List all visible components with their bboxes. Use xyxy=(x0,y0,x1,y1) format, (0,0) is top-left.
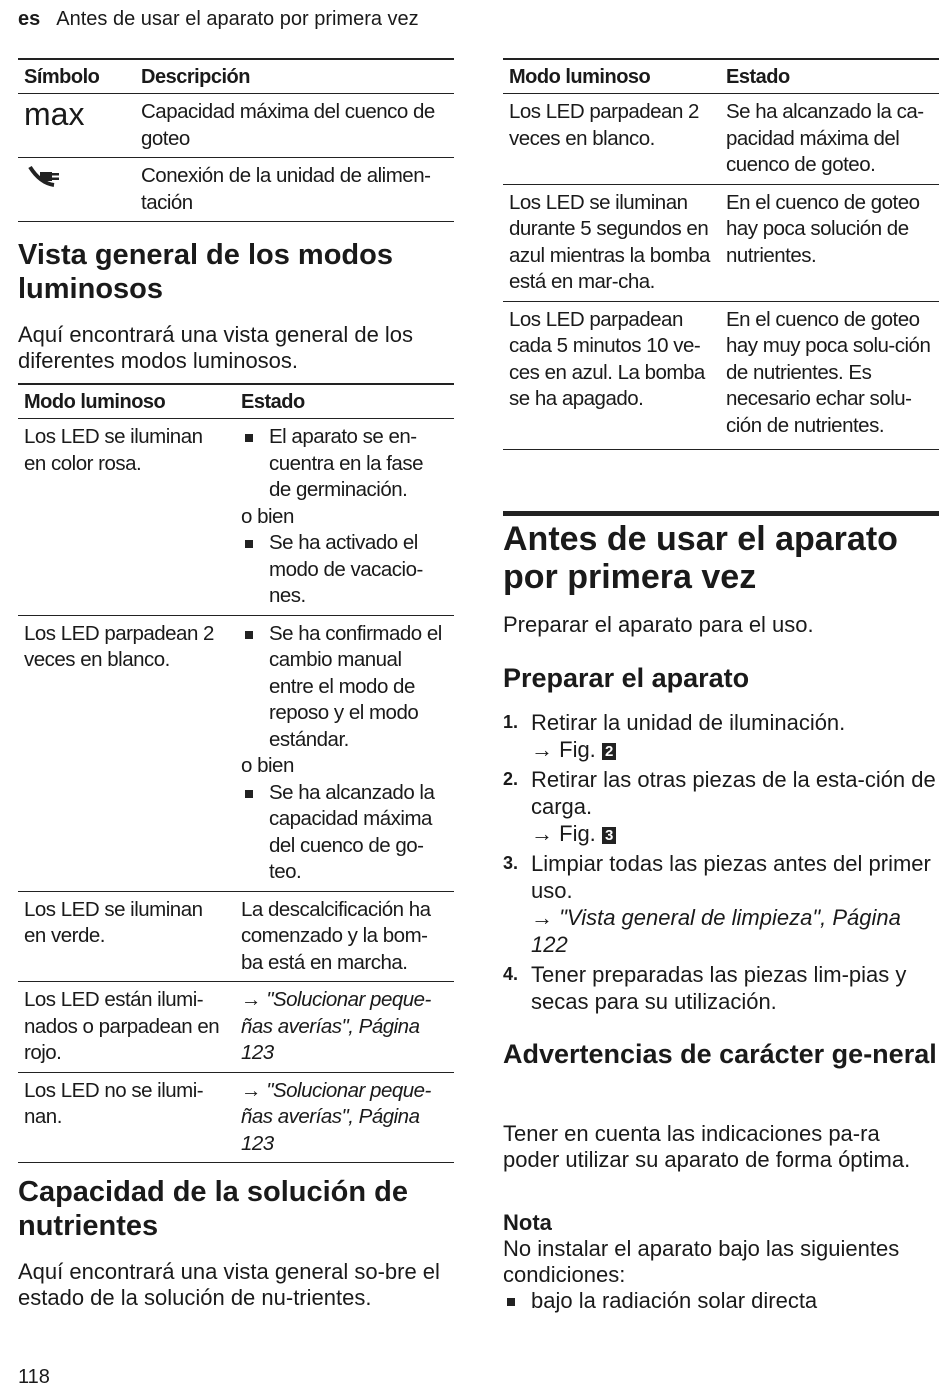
table-row xyxy=(18,158,454,222)
max-symbol: max xyxy=(18,94,135,158)
list-item: El aparato se en-cuentra en la fase de germinación. xyxy=(241,424,448,504)
list-item: Se ha alcanzado la capacidad máxima del cuenco de go-teo. xyxy=(241,780,448,886)
table-row xyxy=(18,615,454,891)
mode-column-header: Modo luminoso xyxy=(503,59,720,94)
before-use-heading: Antes de usar el aparato por primera vez xyxy=(503,520,898,596)
list-item xyxy=(503,961,939,1015)
table-row xyxy=(18,982,454,1073)
before-use-intro: Preparar el aparato para el uso. xyxy=(503,612,814,637)
figure-number-badge: 2 xyxy=(602,743,616,760)
light-mode-cell: Los LED se iluminan en color rosa. xyxy=(18,419,235,616)
table-row xyxy=(503,301,939,450)
table-row xyxy=(18,1072,454,1163)
symbol-column-header: Símbolo xyxy=(18,59,135,94)
arrow-right-icon: → xyxy=(531,737,553,762)
power-plug-icon xyxy=(18,158,135,222)
light-modes-table xyxy=(18,383,454,1163)
figure-number-badge: 3 xyxy=(602,827,616,844)
or-label: o bien xyxy=(241,504,294,528)
note-bullets xyxy=(503,1288,939,1314)
prepare-steps xyxy=(503,709,939,1018)
light-modes-intro: Aquí encontrará una vista general de los diferentes modos luminosos. xyxy=(18,322,414,373)
arrow-right-icon: → xyxy=(531,821,553,846)
description-column-header: Descripción xyxy=(135,59,454,94)
section-divider xyxy=(503,511,939,516)
table-row xyxy=(503,184,939,301)
header-title: Antes de usar el aparato por primera vez xyxy=(56,8,419,30)
step-text: Tener preparadas las piezas lim-pias y secas para su utilización. xyxy=(531,962,907,1014)
page-header xyxy=(18,8,419,31)
step-text: Limpiar todas las piezas antes del primer uso. xyxy=(531,851,931,903)
warnings-intro: Tener en cuenta las indicaciones pa-ra poder utilizar su aparato de forma óptima. xyxy=(503,1121,911,1172)
nutrients-heading: Capacidad de la solución de nutrientes xyxy=(18,1176,408,1242)
state-cell xyxy=(235,419,454,616)
symbol-description: Conexión de la unidad de alimen-tación xyxy=(135,158,454,222)
cross-reference-link[interactable]: "Vista general de limpieza", Página 122 xyxy=(531,905,901,957)
page-number: 118 xyxy=(18,1366,50,1388)
list-item xyxy=(503,850,939,958)
or-label: o bien xyxy=(241,754,294,777)
arrow-right-icon: → xyxy=(531,905,553,930)
light-mode-cell: Los LED parpadean 2 veces en blanco. xyxy=(18,615,235,891)
state-cell: Se ha alcanzado la ca-pacidad máxima del cuenco de goteo. xyxy=(720,94,939,185)
cross-reference-link[interactable]: "Solucionar peque-ñas averías", Página 123 xyxy=(241,988,431,1064)
light-mode-cell: Los LED parpadean cada 5 minutos 10 ve-ces en azul. La bomba se ha apagado. xyxy=(503,301,720,450)
table-row xyxy=(503,94,939,185)
step-number: 4. xyxy=(503,964,519,984)
table-row xyxy=(18,419,454,616)
list-item: Se ha activado el modo de vacacio-nes. xyxy=(241,530,448,610)
note-text: No instalar el aparato bajo las siguientes condiciones: xyxy=(503,1236,900,1287)
cross-reference-link[interactable]: "Solucionar peque-ñas averías", Página 123 xyxy=(241,1078,431,1155)
table-row xyxy=(18,94,454,158)
state-column-header: Estado xyxy=(235,384,454,419)
table-row xyxy=(18,891,454,982)
light-mode-cell: Los LED parpadean 2 veces en blanco. xyxy=(503,94,720,185)
light-mode-cell: Los LED se iluminan en verde. xyxy=(18,891,235,982)
state-column-header: Estado xyxy=(720,59,939,94)
state-cell: La descalcificación ha comenzado y la bom-ba está en marcha. xyxy=(235,891,454,982)
state-cell xyxy=(235,615,454,891)
nutrients-table xyxy=(503,58,939,450)
light-mode-cell: Los LED están ilumi-nados o parpadean en rojo. xyxy=(18,982,235,1073)
symbol-description: Capacidad máxima del cuenco de goteo xyxy=(135,94,454,158)
mode-column-header: Modo luminoso xyxy=(18,384,235,419)
step-number: 3. xyxy=(503,853,519,873)
list-item: Se ha confirmado el cambio manual entre el modo de reposo y el modo estándar. xyxy=(241,621,448,754)
state-cell: En el cuenco de goteo hay muy poca solu-ción de nutrientes. Es necesario echar solu-ción de nutrientes. xyxy=(720,301,939,450)
nutrients-intro: Aquí encontrará una vista general so-bre el estado de la solución de nu-trientes. xyxy=(18,1259,440,1310)
warnings-heading: Advertencias de carácter ge-neral xyxy=(503,1039,937,1069)
state-cell xyxy=(235,982,454,1073)
light-modes-heading: Vista general de los modos luminosos xyxy=(18,239,393,305)
state-cell xyxy=(235,1072,454,1163)
step-number: 2. xyxy=(503,769,519,789)
light-mode-cell: Los LED no se ilumi-nan. xyxy=(18,1072,235,1163)
step-text: Retirar la unidad de iluminación. xyxy=(531,710,846,735)
prepare-heading: Preparar el aparato xyxy=(503,663,750,693)
symbol-table xyxy=(18,58,454,222)
language-code: es xyxy=(18,8,41,30)
light-mode-cell: Los LED se iluminan durante 5 segundos en azul mientras la bomba está en mar-cha. xyxy=(503,184,720,301)
step-text: Retirar las otras piezas de la esta-ción de carga. xyxy=(531,767,936,819)
step-number: 1. xyxy=(503,712,519,732)
arrow-right-icon: → xyxy=(241,988,261,1011)
list-item xyxy=(503,709,939,763)
arrow-right-icon: → xyxy=(241,1078,261,1102)
list-item xyxy=(503,766,939,847)
note-block xyxy=(503,1210,939,1314)
state-cell: En el cuenco de goteo hay poca solución de nutrientes. xyxy=(720,184,939,301)
list-item: bajo la radiación solar directa xyxy=(503,1288,939,1314)
figure-reference[interactable]: Fig. xyxy=(559,821,596,846)
figure-reference[interactable]: Fig. xyxy=(559,737,596,762)
note-title: Nota xyxy=(503,1210,552,1235)
